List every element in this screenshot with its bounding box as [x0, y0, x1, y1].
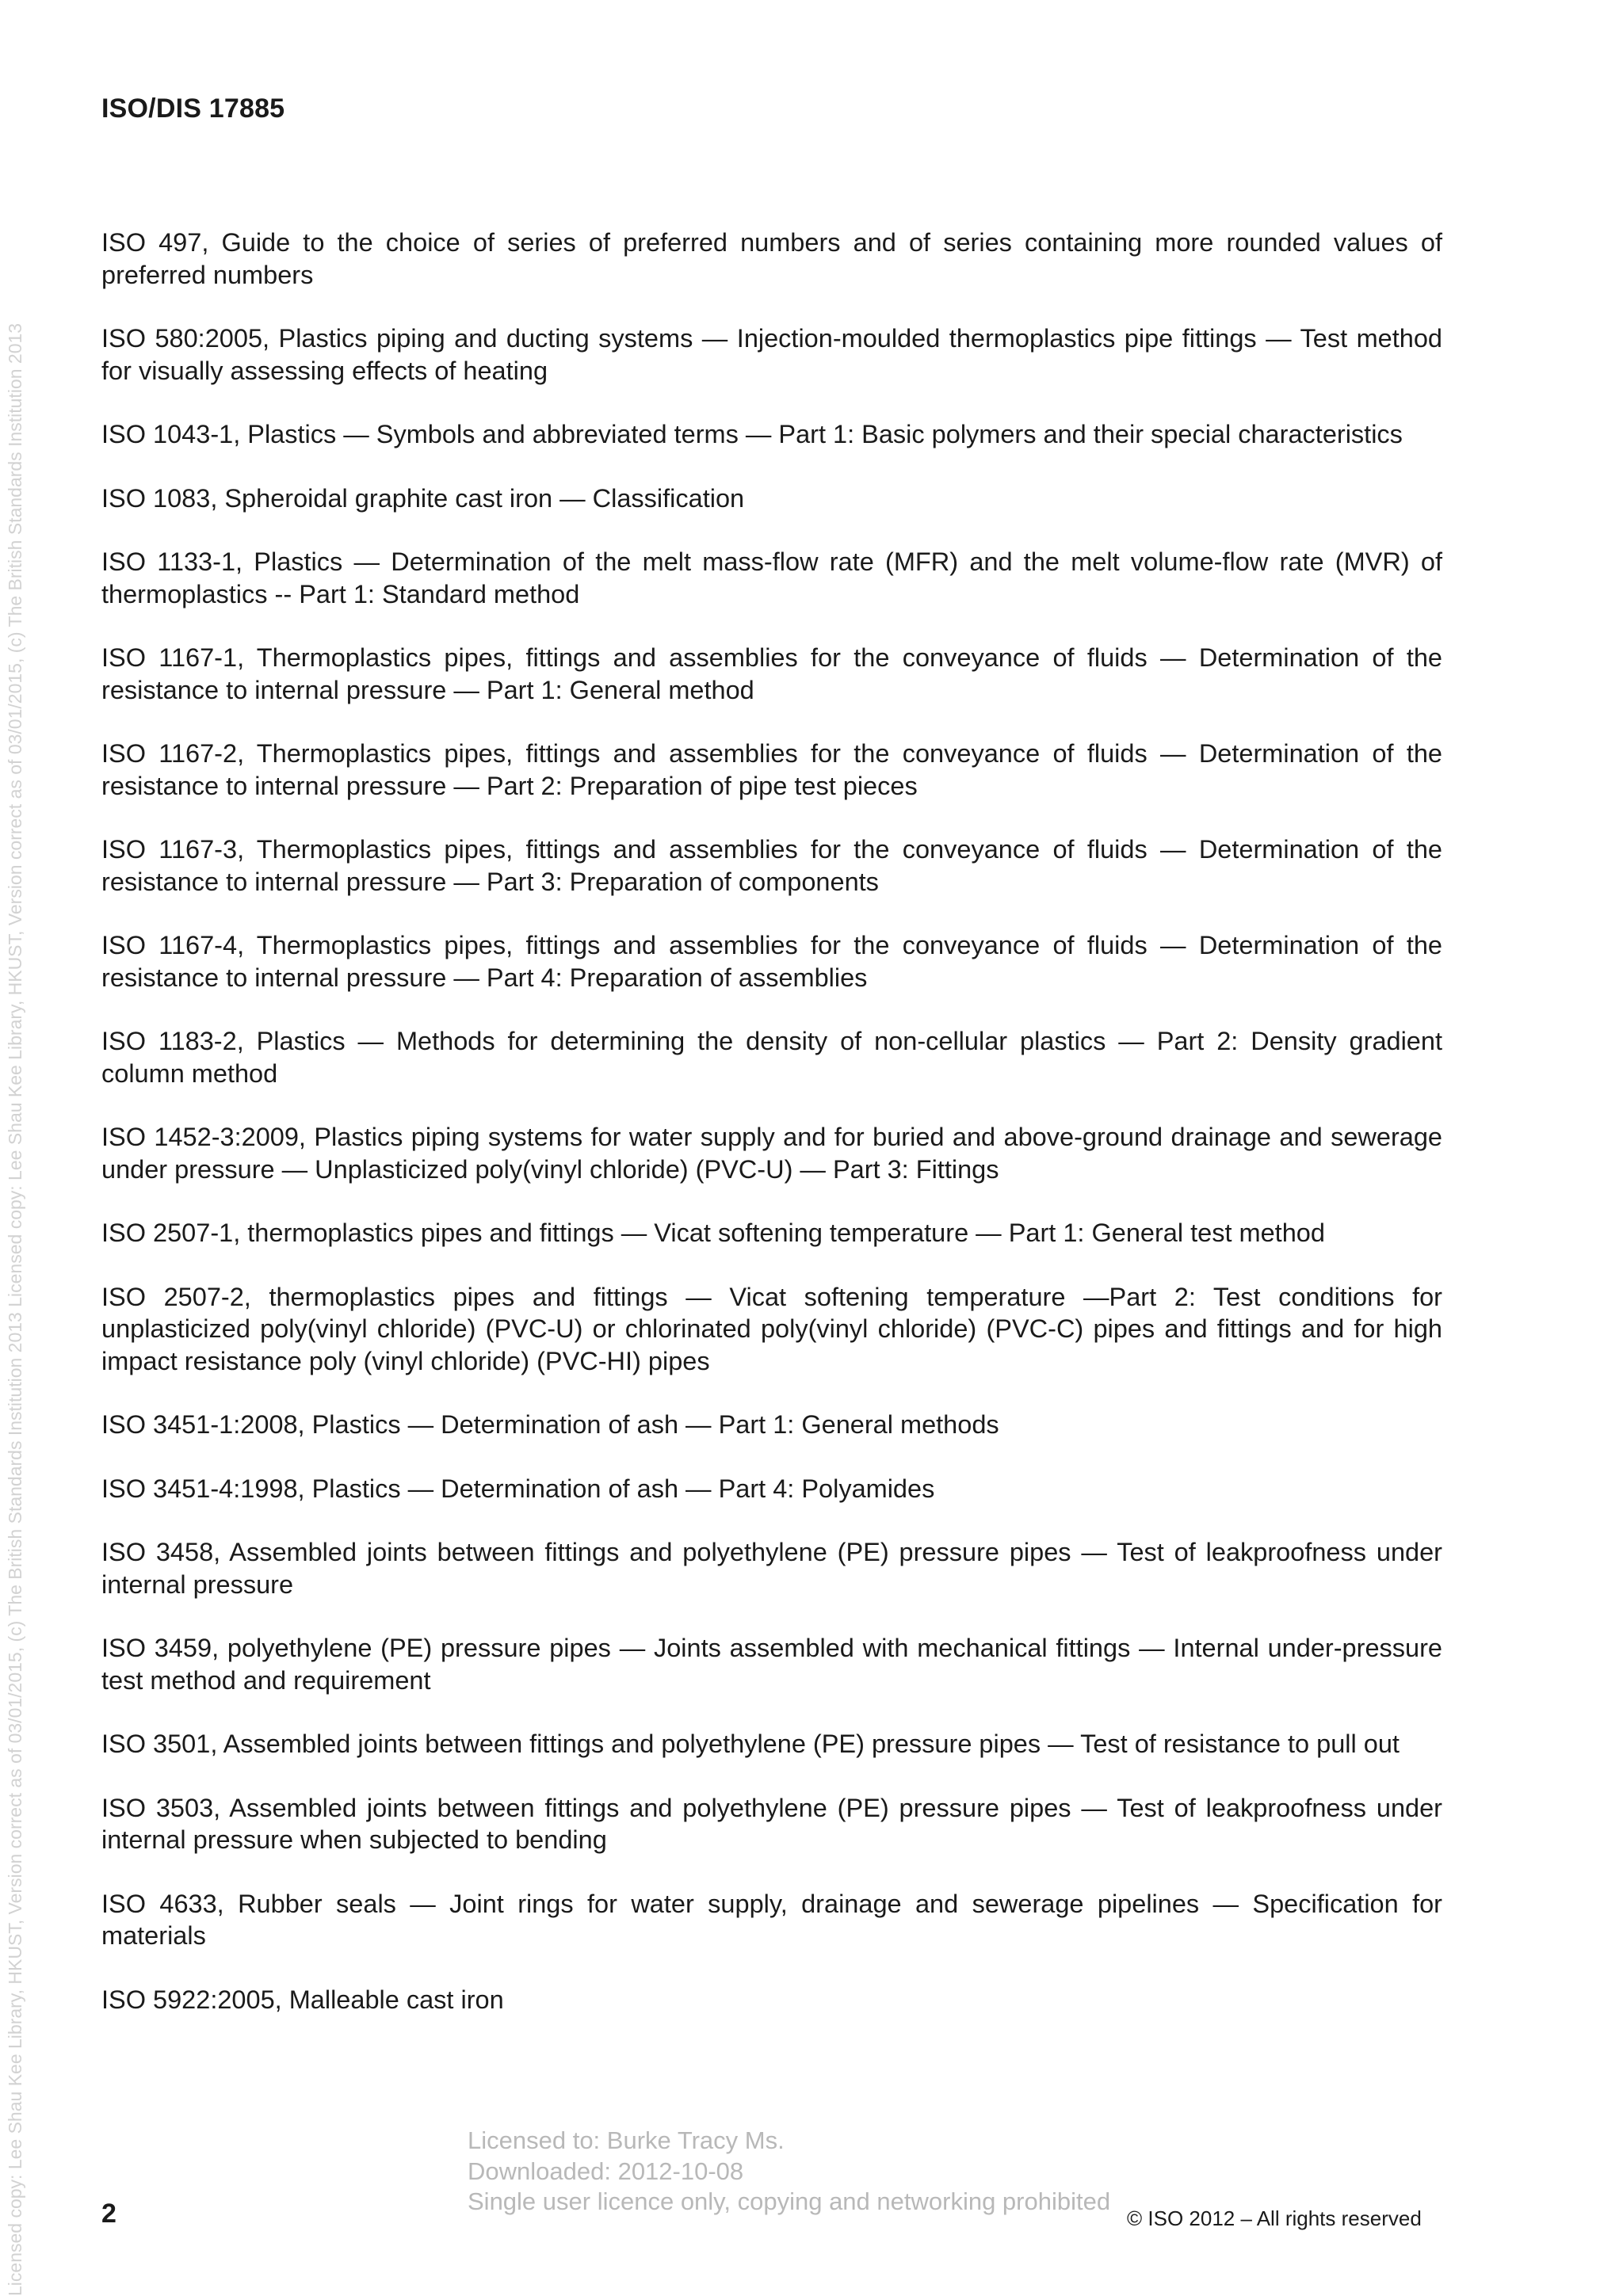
reference-item: ISO 4633, Rubber seals — Joint rings for water supply, drainage and sewerage pipelines — Specification for materials — [101, 1889, 1442, 1950]
reference-item: ISO 1167-2, Thermoplastics pipes, fittings and assemblies for the conveyance of fluids — Determination of the resistance to internal pressure — Part 2: Preparation of pipe test pieces — [101, 739, 1442, 800]
reference-item: ISO 3458, Assembled joints between fittings and polyethylene (PE) pressure pipes — Test of leakproofness under internal pressure — [101, 1538, 1442, 1599]
reference-item: ISO 580:2005, Plastics piping and ducting systems — Injection-moulded thermoplastics pipe fittings — Test method for visually assessing effects of heating — [101, 324, 1442, 385]
reference-item: ISO 1167-3, Thermoplastics pipes, fittings and assemblies for the conveyance of fluids — Determination of the resistance to internal pressure — Part 3: Preparation of components — [101, 835, 1442, 896]
reference-item: ISO 1452-3:2009, Plastics piping systems for water supply and for buried and above-ground drainage and sewerage under pressure — Unplasticized poly(vinyl chloride) (PVC-U) — Part 3: Fittings — [101, 1123, 1442, 1184]
reference-item: ISO 497, Guide to the choice of series of preferred numbers and of series containing more rounded values of preferred numbers — [101, 228, 1442, 289]
reference-item: ISO 3451-1:2008, Plastics — Determination of ash — Part 1: General methods — [101, 1410, 999, 1439]
reference-item: ISO 1167-1, Thermoplastics pipes, fittings and assemblies for the conveyance of fluids — Determination of the resistance to internal pressure — Part 1: General method — [101, 643, 1442, 704]
reference-item: ISO 3459, polyethylene (PE) pressure pipes — Joints assembled with mechanical fittings — Internal under-pressure test method and requirement — [101, 1634, 1442, 1695]
normative-references-list — [101, 227, 1442, 2047]
reference-item: ISO 1133-1, Plastics — Determination of the melt mass-flow rate (MFR) and the melt volume-flow rate (MVR) of thermoplastics -- Part 1: Standard method — [101, 547, 1442, 608]
reference-item: ISO 3503, Assembled joints between fittings and polyethylene (PE) pressure pipes — Test of leakproofness under internal pressure when subjected to bending — [101, 1793, 1442, 1854]
reference-item: ISO 1167-4, Thermoplastics pipes, fittings and assemblies for the conveyance of fluids — Determination of the resistance to internal pressure — Part 4: Preparation of assemblies — [101, 931, 1442, 992]
reference-item: ISO 2507-2, thermoplastics pipes and fittings — Vicat softening temperature —Part 2: Test conditions for unplasticized poly(vinyl chloride) (PVC-U) or chlorinated poly(vinyl chloride) (PVC-C) pipes and fittings and for high impact resistance poly (vinyl chloride) (PVC-HI) pipes — [101, 1282, 1442, 1375]
reference-item: ISO 3501, Assembled joints between fittings and polyethylene (PE) pressure pipes — Test of resistance to pull out — [101, 1730, 1400, 1758]
side-watermark: Licensed copy: Lee Shau Kee Library, HKUST, Version correct as of 03/01/2015, (c) The British Standards Institution 2013 Licensed copy: Lee Shau Kee Library, HKUST, Version correct as of 03/01/2015, (c) The British Standards Institution 2013 — [5, 322, 25, 2296]
reference-item: ISO 2507-1, thermoplastics pipes and fittings — Vicat softening temperature — Part 1: General test method — [101, 1219, 1325, 1247]
page-number: 2 — [101, 2199, 116, 2229]
reference-item: ISO 1183-2, Plastics — Methods for determining the density of non-cellular plastics — Part 2: Density gradient column method — [101, 1027, 1442, 1088]
document-header: ISO/DIS 17885 — [101, 93, 285, 124]
licence-line-licensee: Licensed to: Burke Tracy Ms. — [468, 2126, 785, 2154]
licence-notice — [468, 2126, 1110, 2218]
licence-line-restriction: Single user licence only, copying and networking prohibited — [468, 2187, 1111, 2215]
reference-item: ISO 3451-4:1998, Plastics — Determination of ash — Part 4: Polyamides — [101, 1474, 935, 1503]
licence-line-download-date: Downloaded: 2012-10-08 — [468, 2157, 744, 2185]
reference-item: ISO 1043-1, Plastics — Symbols and abbreviated terms — Part 1: Basic polymers and their special characteristics — [101, 420, 1403, 448]
copyright-notice: © ISO 2012 – All rights reserved — [1127, 2206, 1422, 2230]
reference-item: ISO 5922:2005, Malleable cast iron — [101, 1985, 504, 2014]
reference-item: ISO 1083, Spheroidal graphite cast iron — Classification — [101, 483, 745, 513]
